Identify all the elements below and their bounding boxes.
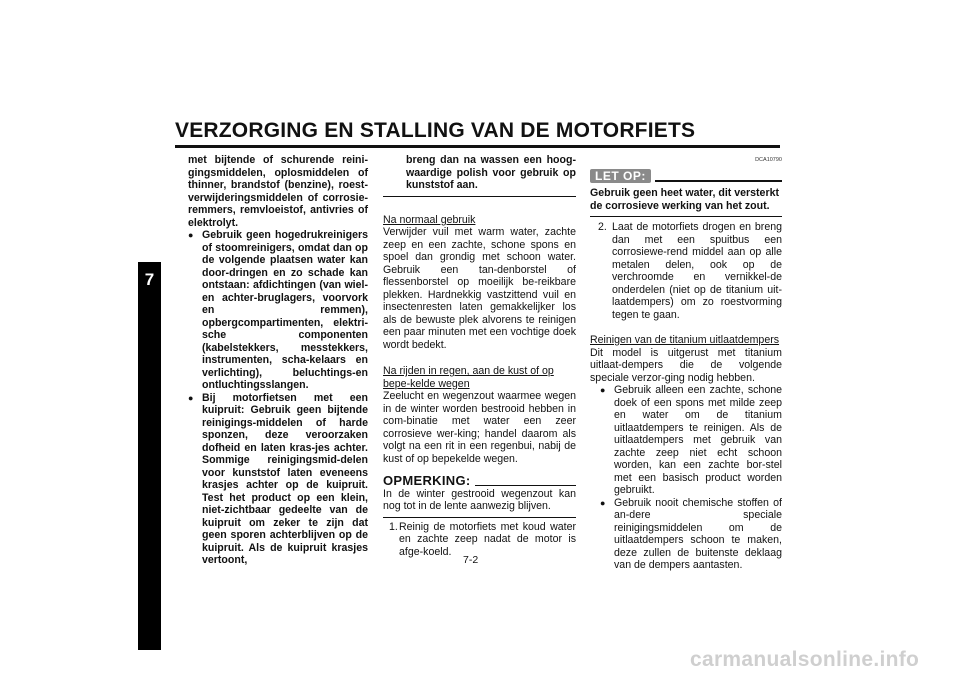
- column-2: [383, 154, 576, 558]
- titanium-heading: Reinigen van de titanium uitlaatdempers: [590, 334, 780, 346]
- rain-text: Zeelucht en wegenzout waarmee wegen in de winter worden bestrooid hebben in com-binatie met water een zeer corrosieve wer-king; handel daarom als volgt na een rit in een regenbui, nabij de kust of op bepekelde wegen.: [383, 390, 576, 465]
- step-1-text: Reinig de motorfiets met koud water en zachte zeep nadat de motor is afge-koeld.: [399, 520, 576, 558]
- chapter-number: 7: [144, 270, 155, 289]
- caution-header: [590, 169, 782, 184]
- intro-text: met bijtende of schurende reini-gingsmiddelen, oplosmiddelen of thinner, brandstof (benzine), roest-verwijderingsmiddelen of corrosie-remmers, remvloeistof, antivries of elektrolyt.: [188, 154, 368, 229]
- caution-end-rule: [590, 216, 782, 217]
- caution-continuation: breng dan na wassen een hoog-waardige polish voor gebruik op kunststof aan.: [406, 154, 576, 191]
- note-text: In de winter gestrooid wegenzout kan nog tot in de lente aanwezig blijven.: [383, 487, 576, 512]
- bullet-windscreen: ● Bij motorfietsen met een kuipruit: Gebruik geen bijtende reinigings-middelen of harde sponzen, deze veroorzaken dofheid en laten kras-jes achter. Sommige reinigingsmid-delen voor kunststof laten eveneens krasjes achter op de kuipruit. Test het product op een klein, niet-zichtbaar gedeelte van de kuipruit om zeker te zijn dat geen sporen achterblijven op de kuipruit. Als de kuipruit krasjes vertoont,: [188, 392, 368, 567]
- titanium-bullet-2: ● Gebruik nooit chemische stoffen of an-dere speciale reinigingsmiddelen om de uitlaatdempers schoon te maken, deze zullen de buitenste deklaag van de dempers aantasten.: [600, 497, 782, 572]
- bullet-high-pressure: ● Gebruik geen hogedrukreinigers of stoomreinigers, omdat dan op de volgende plaatsen water kan door-dringen en zo schade kan ontstaan: afdichtingen (van wiel- en achter-bruglagers, voorvork en remmen), opbergcompartimenten, elektri-sche componenten (kabelstekkers, messtekkers, instrumenten, scha-kelaars en verlichting), beluchtings-en ontluchtingsslangen.: [188, 229, 368, 392]
- step-2-text: Laat de motorfiets drogen en breng dan met een spuitbus een corrosiewe-rend middel aan op alle metalen delen, ook op de verchroomde en vernikkel-de onderdelen (niet op de titanium uit-laatdempers) om zo roestvorming tegen te gaan.: [612, 221, 782, 321]
- titanium-bullet-1: ● Gebruik alleen een zachte, schone doek of een spons met milde zeep en water om de titanium uitlaatdempers te reinigen. Als de uitlaatdempers met gebruik van zachte zeep niet echt schoon worden, kan een zachte bor-stel met een basisch product worden gebruikt.: [600, 384, 782, 497]
- step-2: [590, 221, 782, 321]
- note-label: OPMERKING:: [383, 473, 471, 488]
- column-1: [188, 154, 368, 567]
- caution-line: [655, 180, 782, 182]
- step-2-number: 2.: [598, 221, 607, 233]
- note-line: [475, 485, 577, 486]
- step-1-number: 1.: [389, 520, 398, 533]
- column-3: [590, 154, 782, 572]
- note-header: [383, 475, 576, 488]
- normal-use-text: Verwijder vuil met warm water, zachte zeep en een zachte, schone spons en spoel dan grondig met schoon water. Gebruik een tan-denborstel of flessenborstel op moeilijk be-reikbare plekken. Hardnekkig vastzittend vuil en insectenresten laten gemakkelijker los als de bewuste plek alvorens te reinigen een paar minuten met een vochtige doek wordt bedekt.: [383, 226, 576, 351]
- page-number: 7-2: [463, 554, 479, 566]
- caution-text: Gebruik geen heet water, dit versterkt de corrosieve werking van het zout.: [590, 187, 779, 212]
- footer-watermark: carmanualsonline.info: [690, 648, 920, 671]
- caution-end-rule: [383, 196, 576, 197]
- titanium-text: Dit model is uitgerust met titanium uitlaat-dempers die de volgende speciale verzor-ging nodig hebben.: [590, 346, 782, 384]
- note-end-rule: [383, 517, 576, 518]
- rain-heading: Na rijden in regen, aan de kust of op bepe-kelde wegen: [383, 365, 554, 390]
- page-title: VERZORGING EN STALLING VAN DE MOTORFIETS: [175, 119, 696, 142]
- chapter-tab: [138, 262, 161, 650]
- title-rule: [175, 145, 780, 148]
- normal-use-heading: Na normaal gebruik: [383, 213, 476, 226]
- caution-label: LET OP:: [590, 169, 651, 184]
- caution-code: DCA10790: [755, 157, 782, 163]
- step-1: [383, 521, 576, 559]
